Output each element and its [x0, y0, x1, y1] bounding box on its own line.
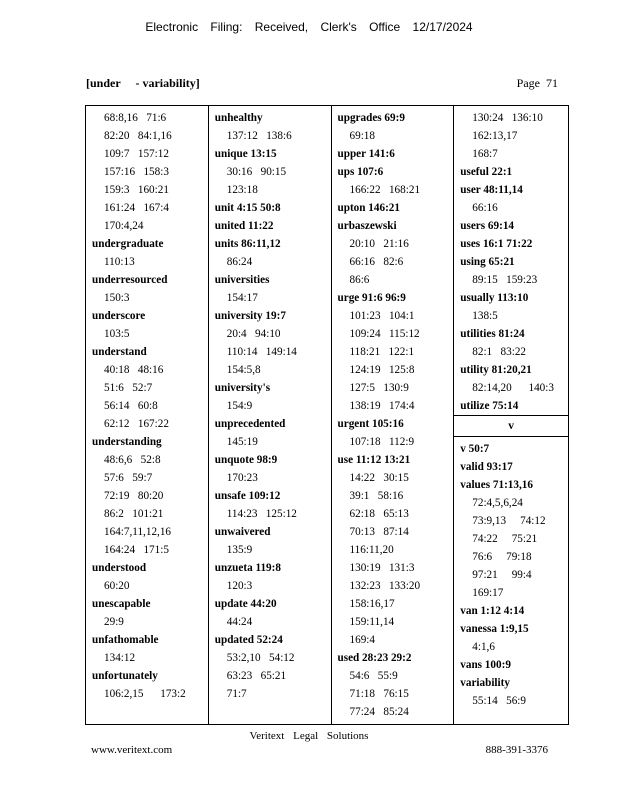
index-entry — [460, 476, 566, 602]
index-entry — [338, 649, 452, 721]
index-term: updated 52:24 — [214, 634, 283, 646]
index-term: urbaszewski — [337, 220, 397, 232]
index-term: university's — [214, 382, 271, 394]
index-entry — [460, 397, 566, 415]
index-term: van 1:12 4:14 — [460, 605, 525, 617]
index-entry — [460, 361, 566, 397]
page-line-reference: 154:5,8 — [226, 364, 261, 376]
page-line-reference: 154:17 — [226, 292, 258, 304]
index-column-4-top — [454, 106, 568, 415]
index-column-1 — [86, 106, 209, 724]
index-term: utilities 81:24 — [460, 328, 525, 340]
index-term: understand — [92, 346, 147, 358]
page-line-reference: 29:9 — [104, 616, 124, 628]
index-term: upper 141:6 — [337, 148, 395, 160]
index-entry — [460, 620, 566, 656]
page-line-reference: 4:1,6 — [472, 641, 495, 653]
index-entry — [92, 343, 206, 433]
page-line-reference: 101:23 104:1 — [349, 310, 415, 322]
index-term: vanessa 1:9,15 — [460, 623, 529, 635]
page-line-reference: 110:13 — [104, 256, 135, 268]
index-term: unwaivered — [214, 526, 271, 538]
index-entry — [92, 307, 206, 343]
index-term: used 28:23 29:2 — [337, 652, 412, 664]
page-line-reference: 109:7 157:12 — [104, 148, 169, 160]
index-term: utility 81:20,21 — [460, 364, 532, 376]
index-term: uses 16:1 71:22 — [460, 238, 533, 250]
page-line-reference: 20:4 94:10 — [226, 328, 281, 340]
page-line-reference: 159:3 160:21 — [104, 184, 169, 196]
index-term: underresourced — [92, 274, 168, 286]
index-entry — [215, 379, 329, 415]
page-line-reference: 137:12 138:6 — [226, 130, 292, 142]
index-entry — [460, 440, 566, 458]
index-entry — [215, 145, 329, 199]
index-entry — [460, 235, 566, 253]
page-line-reference: 116:11,20 — [349, 544, 394, 556]
page-line-reference: 97:21 99:4 — [472, 569, 532, 581]
page-line-reference: 127:5 130:9 — [349, 382, 409, 394]
index-entry — [215, 415, 329, 451]
index-entry — [215, 595, 329, 631]
page-line-reference: 132:23 133:20 — [349, 580, 421, 592]
index-term: units 86:11,12 — [214, 238, 281, 250]
page-line-reference: 138:19 174:4 — [349, 400, 415, 412]
page-line-reference: 89:15 159:23 — [472, 274, 538, 286]
page-line-reference: 109:24 115:12 — [349, 328, 420, 340]
index-entry — [215, 451, 329, 487]
page-line-reference: 73:9,13 74:12 — [472, 515, 546, 527]
page-line-reference: 114:23 125:12 — [226, 508, 297, 520]
index-entry — [92, 235, 206, 271]
page-line-reference: 76:6 79:18 — [472, 551, 532, 563]
index-term: user 48:11,14 — [460, 184, 523, 196]
page-line-reference: 161:24 167:4 — [104, 202, 169, 214]
index-entry — [460, 656, 566, 674]
page-line-reference: 74:22 75:21 — [472, 533, 538, 545]
index-entry — [460, 217, 566, 235]
index-entry — [460, 289, 566, 325]
page-line-reference: 170:4,24 — [104, 220, 144, 232]
page-line-reference: 57:6 59:7 — [104, 472, 153, 484]
page-line-reference: 68:8,16 71:6 — [104, 112, 167, 124]
index-term: undergraduate — [92, 238, 164, 250]
index-entry — [92, 667, 206, 703]
page-line-reference: 66:16 — [472, 202, 498, 214]
page-line-reference: 71:18 76:15 — [349, 688, 409, 700]
index-term: urge 91:6 96:9 — [337, 292, 406, 304]
index-term: underscore — [92, 310, 146, 322]
page-line-reference: 82:1 83:22 — [472, 346, 527, 358]
footer-phone: 888-391-3376 — [485, 744, 548, 756]
page-line-reference: 86:24 — [226, 256, 253, 268]
index-entry — [92, 559, 206, 595]
index-entry — [338, 415, 452, 451]
index-term: unescapable — [92, 598, 151, 610]
page-line-reference: 118:21 122:1 — [349, 346, 415, 358]
page-line-reference: 86:2 101:21 — [104, 508, 164, 520]
page-line-reference: 169:4 — [349, 634, 375, 646]
index-entry — [215, 631, 329, 703]
index-term: use 11:12 13:21 — [337, 454, 411, 466]
page-line-reference: 110:14 149:14 — [226, 346, 297, 358]
page-line-reference: 77:24 85:24 — [349, 706, 409, 718]
index-term: ups 107:6 — [337, 166, 384, 178]
index-term: understanding — [92, 436, 162, 448]
page-line-reference: 82:14,20 140:3 — [472, 382, 554, 394]
index-term: upgrades 69:9 — [337, 112, 405, 124]
index-term: using 65:21 — [460, 256, 515, 268]
section-letter-header: v — [454, 415, 568, 437]
index-entry — [338, 289, 452, 415]
index-entry — [215, 487, 329, 523]
index-entry — [92, 595, 206, 631]
page-line-reference: 135:9 — [226, 544, 253, 556]
index-entry — [92, 631, 206, 667]
page-line-reference: 157:16 158:3 — [104, 166, 169, 178]
page-line-reference: 164:7,11,12,16 — [104, 526, 172, 538]
page-line-reference: 159:11,14 — [349, 616, 395, 628]
page-line-reference: 82:20 84:1,16 — [104, 130, 172, 142]
index-term: unprecedented — [214, 418, 286, 430]
page-line-reference: 39:1 58:16 — [349, 490, 404, 502]
index-entry — [460, 602, 566, 620]
page-line-reference: 130:19 131:3 — [349, 562, 415, 574]
index-column-4-bottom — [454, 437, 568, 710]
page-line-reference: 56:14 60:8 — [104, 400, 158, 412]
index-term: universities — [214, 274, 270, 286]
page-line-reference: 62:18 65:13 — [349, 508, 409, 520]
page-line-reference: 103:5 — [104, 328, 130, 340]
page-line-reference: 72:19 80:20 — [104, 490, 164, 502]
page-line-reference: 124:19 125:8 — [349, 364, 415, 376]
page-line-reference: 63:23 65:21 — [226, 670, 287, 682]
index-entry — [338, 217, 452, 289]
index-entry — [338, 451, 452, 649]
page-line-reference: 158:16,17 — [349, 598, 395, 610]
index-term: users 69:14 — [460, 220, 515, 232]
index-entry — [460, 674, 566, 710]
page-line-reference: 55:14 56:9 — [472, 695, 527, 707]
index-entry — [92, 433, 206, 559]
index-entry — [215, 307, 329, 379]
index-entry — [215, 217, 329, 235]
page-line-reference: 30:16 90:15 — [226, 166, 287, 178]
footer-company: Veritext Legal Solutions — [249, 730, 369, 742]
page-line-reference: 53:2,10 54:12 — [226, 652, 295, 664]
index-term: unsafe 109:12 — [214, 490, 281, 502]
index-term: values 71:13,16 — [460, 479, 533, 491]
page-line-reference: 130:24 136:10 — [472, 112, 543, 124]
index-term: upton 146:21 — [337, 202, 400, 214]
index-term: urgent 105:16 — [337, 418, 404, 430]
index-term: useful 22:1 — [460, 166, 513, 178]
index-term: vans 100:9 — [460, 659, 511, 671]
page-line-reference: 54:6 55:9 — [349, 670, 398, 682]
index-term: valid 93:17 — [460, 461, 513, 473]
page-line-reference: 40:18 48:16 — [104, 364, 164, 376]
page-line-reference: 51:6 52:7 — [104, 382, 153, 394]
index-entry — [460, 109, 566, 163]
page-line-reference: 48:6,6 52:8 — [104, 454, 161, 466]
index-entry — [338, 199, 452, 217]
index-term: understood — [92, 562, 147, 574]
index-range: [under - variability] — [86, 76, 200, 90]
page-line-reference: 150:3 — [104, 292, 130, 304]
page-line-reference: 162:13,17 — [472, 130, 518, 142]
index-term: unhealthy — [214, 112, 263, 124]
page-line-reference: 62:12 167:22 — [104, 418, 169, 430]
page-line-reference: 168:7 — [472, 148, 498, 160]
index-term: update 44:20 — [214, 598, 277, 610]
index-entry — [215, 199, 329, 217]
index-entry — [215, 235, 329, 271]
page-line-reference: 107:18 112:9 — [349, 436, 415, 448]
index-term: unique 13:15 — [214, 148, 277, 160]
index-term: utilize 75:14 — [460, 400, 519, 412]
index-entry — [215, 523, 329, 559]
index-term: united 11:22 — [214, 220, 274, 232]
page-line-reference: 145:19 — [226, 436, 258, 448]
index-entry — [460, 458, 566, 476]
page-line-reference: 120:3 — [226, 580, 253, 592]
page-line-reference: 170:23 — [226, 472, 258, 484]
index-term: unit 4:15 50:8 — [214, 202, 281, 214]
page-line-reference: 169:17 — [472, 587, 504, 599]
page-line-reference: 154:9 — [226, 400, 253, 412]
index-column-2 — [209, 106, 332, 724]
page-line-reference: 134:12 — [104, 652, 136, 664]
index-term: v 50:7 — [460, 443, 490, 455]
index-entry — [460, 253, 566, 289]
page-line-reference: 72:4,5,6,24 — [472, 497, 523, 509]
index-term: unfathomable — [92, 634, 159, 646]
footer-website: www.veritext.com — [91, 744, 173, 756]
index-entry — [460, 325, 566, 361]
index-column-3 — [332, 106, 455, 724]
index-entry — [215, 559, 329, 595]
index-term: unquote 98:9 — [214, 454, 278, 466]
page-line-reference: 66:16 82:6 — [349, 256, 404, 268]
index-entry — [460, 181, 566, 217]
index-term: university 19:7 — [214, 310, 286, 322]
index-column-4 — [454, 106, 568, 724]
page-number: Page 71 — [516, 76, 558, 90]
page-line-reference: 86:6 — [349, 274, 370, 286]
page-line-reference: 166:22 168:21 — [349, 184, 421, 196]
index-entry — [215, 109, 329, 145]
page-line-reference: 60:20 — [104, 580, 130, 592]
index-entry — [92, 271, 206, 307]
page-line-reference: 44:24 — [226, 616, 253, 628]
index-entry — [460, 163, 566, 181]
page-line-reference: 69:18 — [349, 130, 375, 142]
page-line-reference: 20:10 21:16 — [349, 238, 409, 250]
index-entry — [92, 109, 206, 235]
page-line-reference: 14:22 30:15 — [349, 472, 409, 484]
page-line-reference: 138:5 — [472, 310, 498, 322]
index-entry — [338, 145, 452, 163]
filing-stamp: Electronic Filing: Received, Clerk's Office 12/17/2024 — [145, 20, 473, 34]
page-line-reference: 106:2,15 173:2 — [104, 688, 186, 700]
index-term: unfortunately — [92, 670, 158, 682]
page-line-reference: 70:13 87:14 — [349, 526, 409, 538]
index-entry — [338, 163, 452, 199]
page-line-reference: 71:7 — [226, 688, 247, 700]
page-line-reference: 164:24 171:5 — [104, 544, 169, 556]
index-term: variability — [460, 677, 510, 689]
index-term: usually 113:10 — [460, 292, 529, 304]
page-line-reference: 123:18 — [226, 184, 258, 196]
word-index-table — [85, 105, 569, 725]
index-entry — [215, 271, 329, 307]
index-term: unzueta 119:8 — [214, 562, 281, 574]
index-entry — [338, 109, 452, 145]
